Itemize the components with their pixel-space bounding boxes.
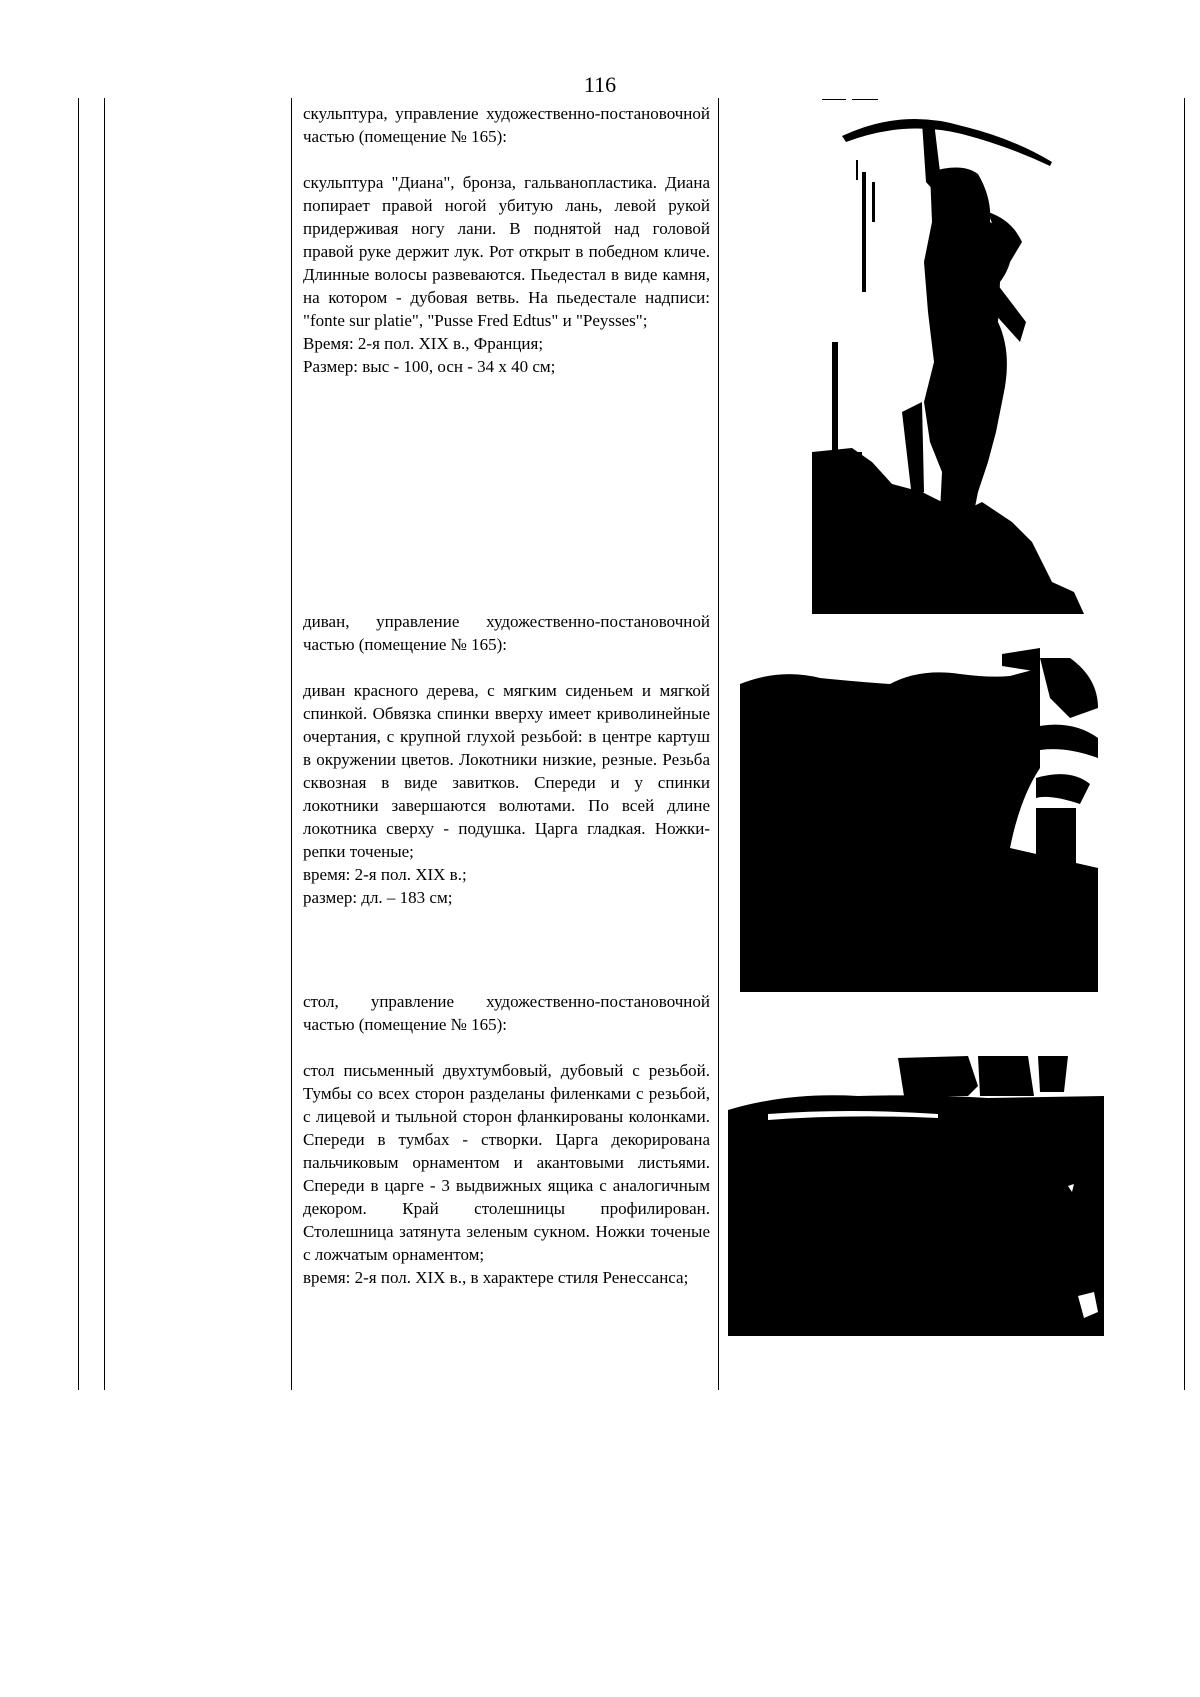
entry-desk xyxy=(303,990,710,1289)
scan-dash xyxy=(852,99,878,100)
table-border-left-outer xyxy=(78,98,79,1390)
table-border-text-right xyxy=(718,98,719,1390)
entry-time: время: 2-я пол. XIX в., в характере стиля Ренессанса; xyxy=(303,1268,689,1287)
entry-time: Время: 2-я пол. XIX в., Франция; xyxy=(303,334,544,353)
entry-description: стол письменный двухтумбовый, дубовый с резьбой. Тумбы со всех сторон разделаны филенками с резьбой, с лицевой и тыльной сторон фланкированы колонками. Спереди в тумбах - створки. Царга декорирована пальчиковым орнаментом и акантовыми листьями. Спереди в царге - 3 выдвижных ящика с аналогичным декором. Край столешницы профилирован. Столешница затянута зеленым сукном. Ножки точеные с ложчатым орнаментом; xyxy=(303,1061,710,1264)
entry-size: Размер: выс - 100, осн - 34 х 40 см; xyxy=(303,357,556,376)
diana-statue-photo xyxy=(812,112,1084,614)
desk-silhouette-icon xyxy=(728,1056,1104,1336)
entry-size: размер: дл. – 183 см; xyxy=(303,888,453,907)
table-border-text-left xyxy=(291,98,292,1390)
scan-dash xyxy=(822,99,846,100)
entry-sculpture xyxy=(303,102,710,378)
sofa-photo xyxy=(740,648,1098,992)
diana-statue-silhouette-icon xyxy=(812,112,1084,614)
page-number: 116 xyxy=(583,72,617,97)
entry-description: скульптура "Диана", бронза, гальванопластика. Диана попирает правой ногой убитую лань, левой рукой придерживая ногу лани. В поднятой над головой правой руке держит лук. Рот открыт в победном кличе. Длинные волосы развеваются. Пьедестал в виде камня, на котором - дубовая ветвь. На пьедестале надписи: "fonte sur platie", "Pusse Fred Edtus" и "Peysses"; xyxy=(303,173,710,330)
entry-heading: диван, управление художественно-постановочной частью (помещение № 165): xyxy=(303,612,710,654)
entry-time: время: 2-я пол. XIX в.; xyxy=(303,865,467,884)
entry-heading: скульптура, управление художественно-постановочной частью (помещение № 165): xyxy=(303,104,710,146)
table-border-left-inner xyxy=(104,98,105,1390)
entry-heading: стол, управление художественно-постановочной частью (помещение № 165): xyxy=(303,992,710,1034)
table-border-right xyxy=(1184,98,1185,1390)
desk-photo xyxy=(728,1056,1104,1336)
sofa-silhouette-icon xyxy=(740,648,1098,992)
entry-sofa xyxy=(303,610,710,909)
entry-description: диван красного дерева, с мягким сиденьем и мягкой спинкой. Обвязка спинки вверху имеет криволинейные очертания, с крупной глухой резьбой: в центре картуш в окружении цветов. Локотники низкие, резные. Резьба сквозная в виде завитков. Спереди и у спинки локотники завершаются волютами. По всей длине локотника сверху - подушка. Царга гладкая. Ножки-репки точеные; xyxy=(303,681,710,861)
